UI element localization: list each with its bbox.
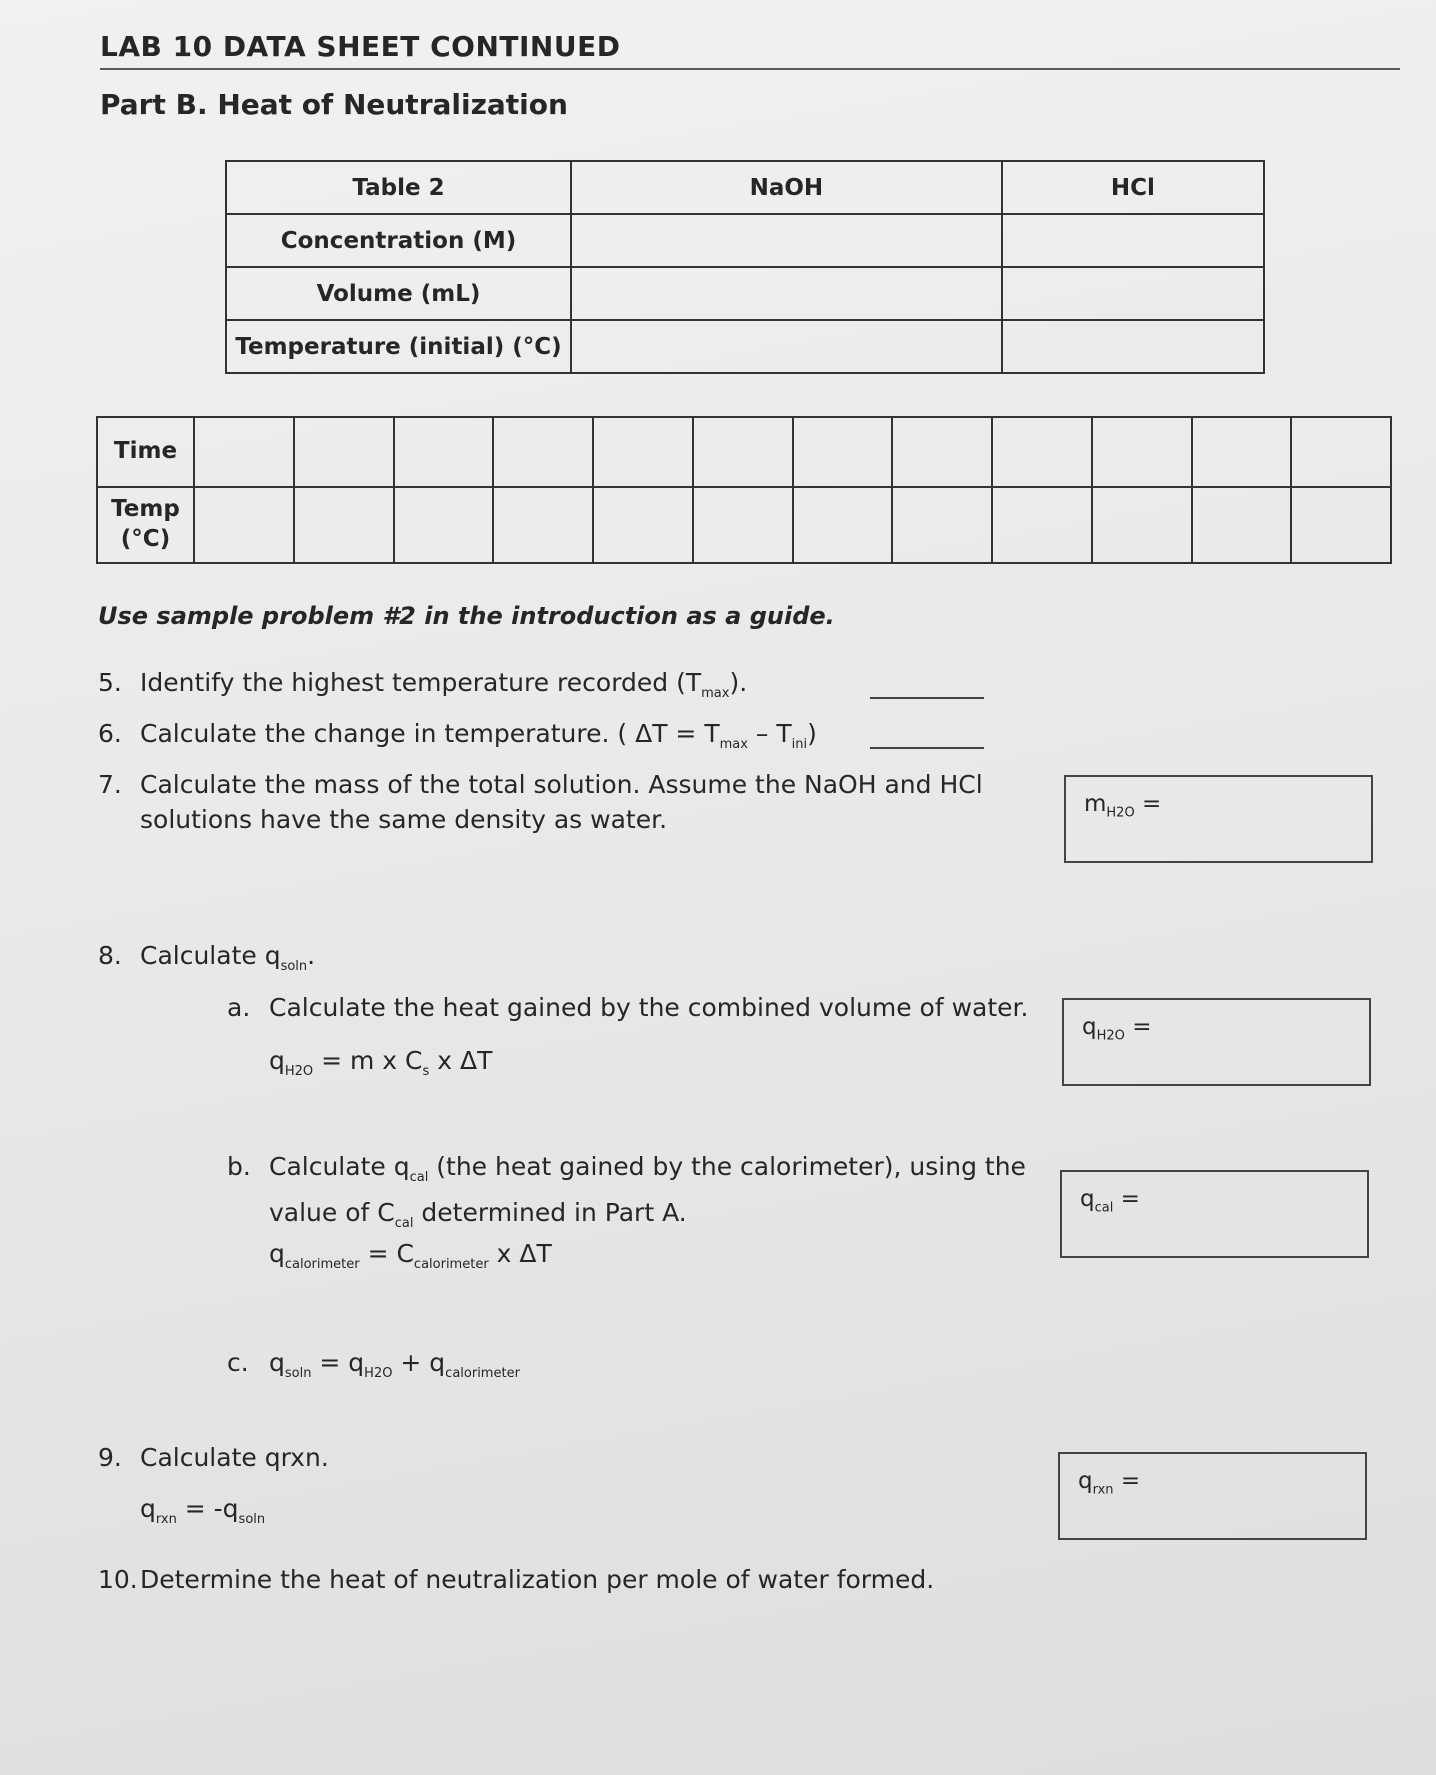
question-8 xyxy=(98,938,315,984)
time-cell[interactable] xyxy=(1291,417,1391,487)
subscript: ini xyxy=(791,737,808,752)
time-cell[interactable] xyxy=(593,417,693,487)
hcl-concentration-cell[interactable] xyxy=(1002,214,1264,267)
question-10 xyxy=(98,1562,934,1597)
hcl-volume-cell[interactable] xyxy=(1002,267,1264,320)
question-text: (the heat gained by the calorimeter), using the xyxy=(428,1152,1026,1181)
q-water-answer-box[interactable] xyxy=(1062,998,1371,1086)
question-number: 7. xyxy=(98,770,122,799)
naoh-temperature-cell[interactable] xyxy=(571,320,1002,373)
time-cell[interactable] xyxy=(892,417,992,487)
question-text: Calculate q xyxy=(140,941,281,970)
question-text: ) xyxy=(807,719,817,748)
answer-box-label: $q_{H2O}$ = xyxy=(1082,1014,1152,1044)
hcl-temperature-cell[interactable] xyxy=(1002,320,1264,373)
naoh-concentration-cell[interactable] xyxy=(571,214,1002,267)
time-cell[interactable] xyxy=(992,417,1092,487)
mass-answer-box[interactable] xyxy=(1064,775,1373,863)
temp-cell[interactable] xyxy=(992,487,1092,563)
subscript: cal xyxy=(394,1216,414,1231)
subscript: soln xyxy=(280,959,308,974)
page-title: LAB 10 DATA SHEET CONTINUED xyxy=(100,30,621,63)
question-text: determined in Part A. xyxy=(413,1198,687,1227)
time-cell[interactable] xyxy=(294,417,394,487)
formula-8a: $q_{H2O} = m$ x $C_s$ x ΔT xyxy=(269,1046,493,1079)
time-label: Time xyxy=(97,417,194,487)
title-rule xyxy=(100,68,1400,70)
subscript: max xyxy=(701,686,730,701)
table-header-cell: NaOH xyxy=(571,161,1002,214)
question-text: solutions have the same density as water. xyxy=(140,805,668,834)
question-9 xyxy=(98,1440,329,1475)
question-number: 5. xyxy=(98,668,122,697)
time-cell[interactable] xyxy=(1092,417,1192,487)
question-text: Identify the highest temperature recorded (T xyxy=(140,668,702,697)
table-2 xyxy=(225,160,1265,374)
row-label: Volume (mL) xyxy=(226,267,571,320)
temp-label-line1: Temp xyxy=(111,496,180,523)
question-number: 9. xyxy=(98,1443,122,1472)
time-cell[interactable] xyxy=(1192,417,1292,487)
question-8a xyxy=(227,990,1028,1025)
time-cell[interactable] xyxy=(394,417,494,487)
tmax-answer-line[interactable] xyxy=(870,697,984,699)
q-rxn-answer-box[interactable] xyxy=(1058,1452,1367,1540)
guide-text: Use sample problem #2 in the introduction as a guide. xyxy=(98,602,835,630)
table-header-cell: Table 2 xyxy=(226,161,571,214)
delta-t-answer-line[interactable] xyxy=(870,747,984,749)
question-text: Determine the heat of neutralization per mole of water formed. xyxy=(140,1565,935,1594)
table-row xyxy=(226,267,1264,320)
temp-cell[interactable] xyxy=(693,487,793,563)
question-number: 6. xyxy=(98,719,122,748)
question-text: . xyxy=(307,941,316,970)
temp-cell[interactable] xyxy=(1192,487,1292,563)
answer-box-label: $m_{H2O}$ = xyxy=(1084,791,1162,821)
table-row xyxy=(226,214,1264,267)
question-7 xyxy=(98,767,983,837)
time-cell[interactable] xyxy=(493,417,593,487)
time-row xyxy=(97,417,1391,487)
answer-box-label: $q_{rxn}$ = xyxy=(1078,1468,1141,1498)
table-header-cell: HCl xyxy=(1002,161,1264,214)
question-text: Calculate the mass of the total solution. Assume the NaOH and HCl xyxy=(140,770,983,799)
table-header-row xyxy=(226,161,1264,214)
question-letter: b. xyxy=(227,1152,251,1181)
question-8b xyxy=(227,1149,1026,1241)
temp-cell[interactable] xyxy=(1092,487,1192,563)
temp-label xyxy=(97,487,194,563)
question-letter: c. xyxy=(227,1348,249,1377)
question-letter: a. xyxy=(227,993,251,1022)
formula-9: $q_{rxn} = -q_{soln}$ xyxy=(140,1494,266,1527)
question-6 xyxy=(98,716,817,762)
time-cell[interactable] xyxy=(793,417,893,487)
subscript: max xyxy=(719,737,748,752)
formula-8b: $q_{calorimeter} = C_{calorimeter}$ x ΔT xyxy=(269,1239,552,1272)
naoh-volume-cell[interactable] xyxy=(571,267,1002,320)
temp-cell[interactable] xyxy=(394,487,494,563)
question-5 xyxy=(98,665,747,711)
temp-cell[interactable] xyxy=(1291,487,1391,563)
temp-cell[interactable] xyxy=(793,487,893,563)
temp-row xyxy=(97,487,1391,563)
question-text: Calculate the heat gained by the combined volume of water. xyxy=(269,993,1029,1022)
question-number: 10. xyxy=(98,1565,138,1594)
temp-cell[interactable] xyxy=(493,487,593,563)
question-text: Calculate the change in temperature. ( ΔT = T xyxy=(140,719,720,748)
temp-cell[interactable] xyxy=(593,487,693,563)
row-label: Temperature (initial) (°C) xyxy=(226,320,571,373)
question-text: value of C xyxy=(269,1198,395,1227)
time-cell[interactable] xyxy=(693,417,793,487)
time-temp-table xyxy=(96,416,1392,564)
subscript: cal xyxy=(409,1170,429,1185)
q-cal-answer-box[interactable] xyxy=(1060,1170,1369,1258)
temp-label-line2: (°C) xyxy=(120,526,171,552)
question-text: ). xyxy=(729,668,748,697)
section-title: Part B. Heat of Neutralization xyxy=(100,88,568,121)
time-cell[interactable] xyxy=(194,417,294,487)
row-label: Concentration (M) xyxy=(226,214,571,267)
question-text: Calculate q xyxy=(269,1152,410,1181)
temp-cell[interactable] xyxy=(294,487,394,563)
question-text: Calculate qrxn. xyxy=(140,1443,329,1472)
question-number: 8. xyxy=(98,941,122,970)
table-row xyxy=(226,320,1264,373)
temp-cell[interactable] xyxy=(194,487,294,563)
question-8c: c. $q_{soln} = q_{H2O} + q_{calorimeter}$ xyxy=(227,1345,520,1391)
answer-box-label: $q_{cal}$ = xyxy=(1080,1186,1140,1216)
question-text: – T xyxy=(747,719,792,748)
temp-cell[interactable] xyxy=(892,487,992,563)
